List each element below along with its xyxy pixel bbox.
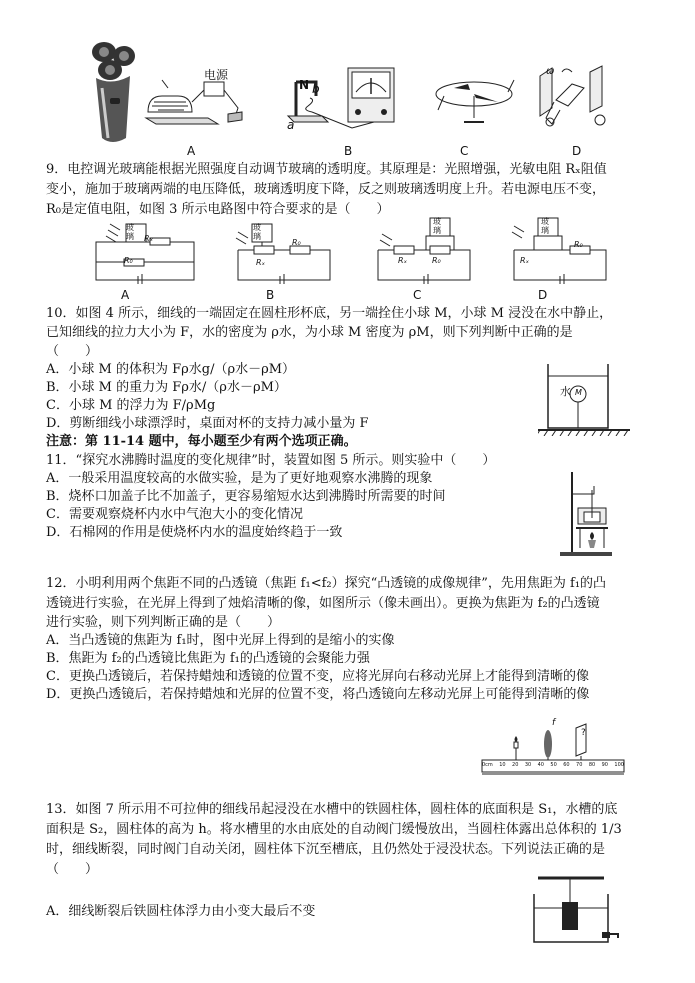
- ruler-tick: 80: [588, 762, 596, 768]
- fig-b-galvanometer: [282, 60, 412, 134]
- multi-answer-note: 注意：第 11-14 题中，每小题至少有两个选项正确。: [46, 434, 357, 449]
- q10-line2: 已知细线的拉力大小为 F，水的密度为 ρ水，为小球 M 密度为 ρM，则下列判断中正确的是: [46, 325, 573, 340]
- circuit-label-c: C: [413, 288, 422, 302]
- ruler-tick: 30: [524, 762, 532, 768]
- circuit-a: [90, 222, 200, 284]
- ruler-tick: 60: [563, 762, 570, 768]
- q13-line4: （ ）: [46, 862, 99, 877]
- circuit-b: [234, 222, 334, 284]
- ruler-unit: 0cm: [482, 762, 493, 768]
- circuit-d: [510, 216, 610, 284]
- circuit-d-r0: R₀: [574, 240, 583, 249]
- screen-q-label: ?: [581, 728, 586, 738]
- circuit-a-rx: Rₓ: [144, 234, 154, 243]
- water-tank-figure: [524, 872, 628, 952]
- circuit-c-rx: Rₓ: [398, 256, 408, 265]
- omega-label: ω: [546, 66, 555, 77]
- q13-line2: 面积是 S₂，圆柱体的高为 h。将水槽里的水由底处的自动阀门缓慢放出，当圆柱体露出总体积的 1/3: [46, 822, 622, 837]
- fig-d-generator: [532, 62, 612, 134]
- q9-line1: 9．电控调光玻璃能根据光照强度自动调节玻璃的透明度。其原理是：光照增强，光敏电阻 Rₓ阻值: [46, 162, 607, 177]
- q10-line3: （ ）: [46, 344, 99, 359]
- ruler-scale: [482, 762, 624, 772]
- q11-line1: 11．“探究水沸腾时温度的变化规律”时，装置如图 5 所示。则实验中（ ）: [46, 453, 496, 468]
- fig-c-compass: [428, 66, 520, 132]
- circuit-d-rx: Rₓ: [520, 256, 530, 265]
- circuit-d-glass: 玻璃: [541, 217, 549, 235]
- ruler-tick: 90: [601, 762, 608, 768]
- q12-line2: 透镜进行实验，在光屏上得到了烛焰清晰的像，如图所示（像未画出）。更换为焦距为 f₂的凸透镜: [46, 596, 600, 611]
- ruler-tick: 40: [537, 762, 544, 768]
- q12-option-a: A．当凸透镜的焦距为 f₁时，图中光屏上得到的是缩小的实像: [46, 633, 395, 648]
- q10-option-a: A．小球 M 的体积为 Fρ水g/（ρ水－ρM）: [46, 362, 296, 377]
- circuit-b-r0: R₀: [292, 238, 301, 247]
- beaker-figure: [538, 360, 634, 436]
- q10-line1: 10．如图 4 所示，细线的一端固定在圆柱形杯底，另一端拴住小球 M，小球 M 浸没在水中静止，: [46, 306, 613, 321]
- fig-a-electromagnet: [138, 62, 253, 134]
- circuit-label-d: D: [538, 288, 548, 302]
- q11-option-a: A．一般采用温度较高的水做实验，是为了更好地观察水沸腾的现象: [46, 471, 433, 486]
- circuit-c: [374, 216, 474, 284]
- q12-option-c: C．更换凸透镜后，若保持蜡烛和透镜的位置不变，应将光屏向右移动光屏上才能得到清晰的像: [46, 669, 589, 684]
- top-label-d: D: [572, 144, 582, 158]
- q13-line3: 时，细线断裂，同时阀门自动关闭，圆柱体下沉至槽底，且仍然处于浸没状态。下列说法正确的是: [46, 842, 606, 857]
- q10-option-d: D．剪断细线小球漂浮时，桌面对杯的支持力减小量为 F: [46, 416, 369, 431]
- beaker-ball-label: M: [575, 388, 582, 397]
- wire-b-label: b: [312, 82, 320, 96]
- circuit-label-a: A: [121, 288, 130, 302]
- q11-option-c: C．需要观察烧杯内水中气泡大小的变化情况: [46, 507, 303, 522]
- circuit-a-r0: R₀: [124, 256, 133, 265]
- q11-option-b: B．烧杯口加盖子比不加盖子，更容易缩短水达到沸腾时所需要的时间: [46, 489, 446, 504]
- top-label-c: C: [460, 144, 469, 158]
- circuit-c-glass: 玻璃: [433, 217, 441, 235]
- shaver-image: [86, 38, 138, 148]
- q9-line3: R₀是定值电阻，如图 3 所示电路图中符合要求的是（ ）: [46, 202, 390, 217]
- q13-option-a: A．细线断裂后铁圆柱体浮力由小变大最后不变: [46, 904, 316, 919]
- q12-option-b: B．焦距为 f₂的凸透镜比焦距为 f₁的凸透镜的会聚能力强: [46, 651, 370, 666]
- circuit-label-b: B: [266, 288, 275, 302]
- circuit-b-rx: Rₓ: [256, 258, 266, 267]
- ruler-tick: 70: [576, 762, 583, 768]
- circuit-a-glass: 玻璃: [126, 223, 134, 241]
- q12-option-d: D．更换凸透镜后，若保持蜡烛和光屏的位置不变，将凸透镜向左移动光屏上可能得到清晰的像: [46, 687, 590, 702]
- wire-a-label: a: [287, 118, 295, 132]
- ruler-tick: 20: [512, 762, 519, 768]
- q13-line1: 13．如图 7 所示用不可拉伸的细线吊起浸没在水槽中的铁圆柱体，圆柱体的底面积是 S₁，水槽的底: [46, 802, 618, 817]
- top-label-b: B: [344, 144, 353, 158]
- ruler-tick: 50: [550, 762, 557, 768]
- q10-option-c: C．小球 M 的浮力为 F/ρMg: [46, 398, 216, 413]
- magnet-n-label: N: [299, 78, 310, 92]
- ruler-tick: 100: [614, 762, 624, 768]
- top-label-a: A: [187, 144, 196, 158]
- q12-line3: 进行实验，则下列判断正确的是（ ）: [46, 615, 281, 630]
- q12-line1: 12．小明利用两个焦距不同的凸透镜（焦距 f₁<f₂）探究“凸透镜的成像规律”，先用焦距为 f₁的凸: [46, 576, 607, 591]
- q10-option-b: B．小球 M 的重力为 Fρ水/（ρ水－ρM）: [46, 380, 287, 395]
- beaker-water-label: 水: [560, 385, 571, 398]
- circuit-c-r0: R₀: [432, 256, 441, 265]
- q11-option-d: D．石棉网的作用是使烧杯内水的温度始终趋于一致: [46, 525, 343, 540]
- q9-line2: 变小，施加于玻璃两端的电压降低，玻璃透明度下降，反之则玻璃透明度上升。若电源电压不变，: [46, 182, 606, 197]
- lens-f-label: f: [552, 718, 556, 728]
- boiling-apparatus: [558, 468, 618, 560]
- ruler-tick: 10: [499, 762, 506, 768]
- circuit-b-glass: 玻璃: [253, 223, 261, 241]
- power-label: 电源: [204, 68, 229, 82]
